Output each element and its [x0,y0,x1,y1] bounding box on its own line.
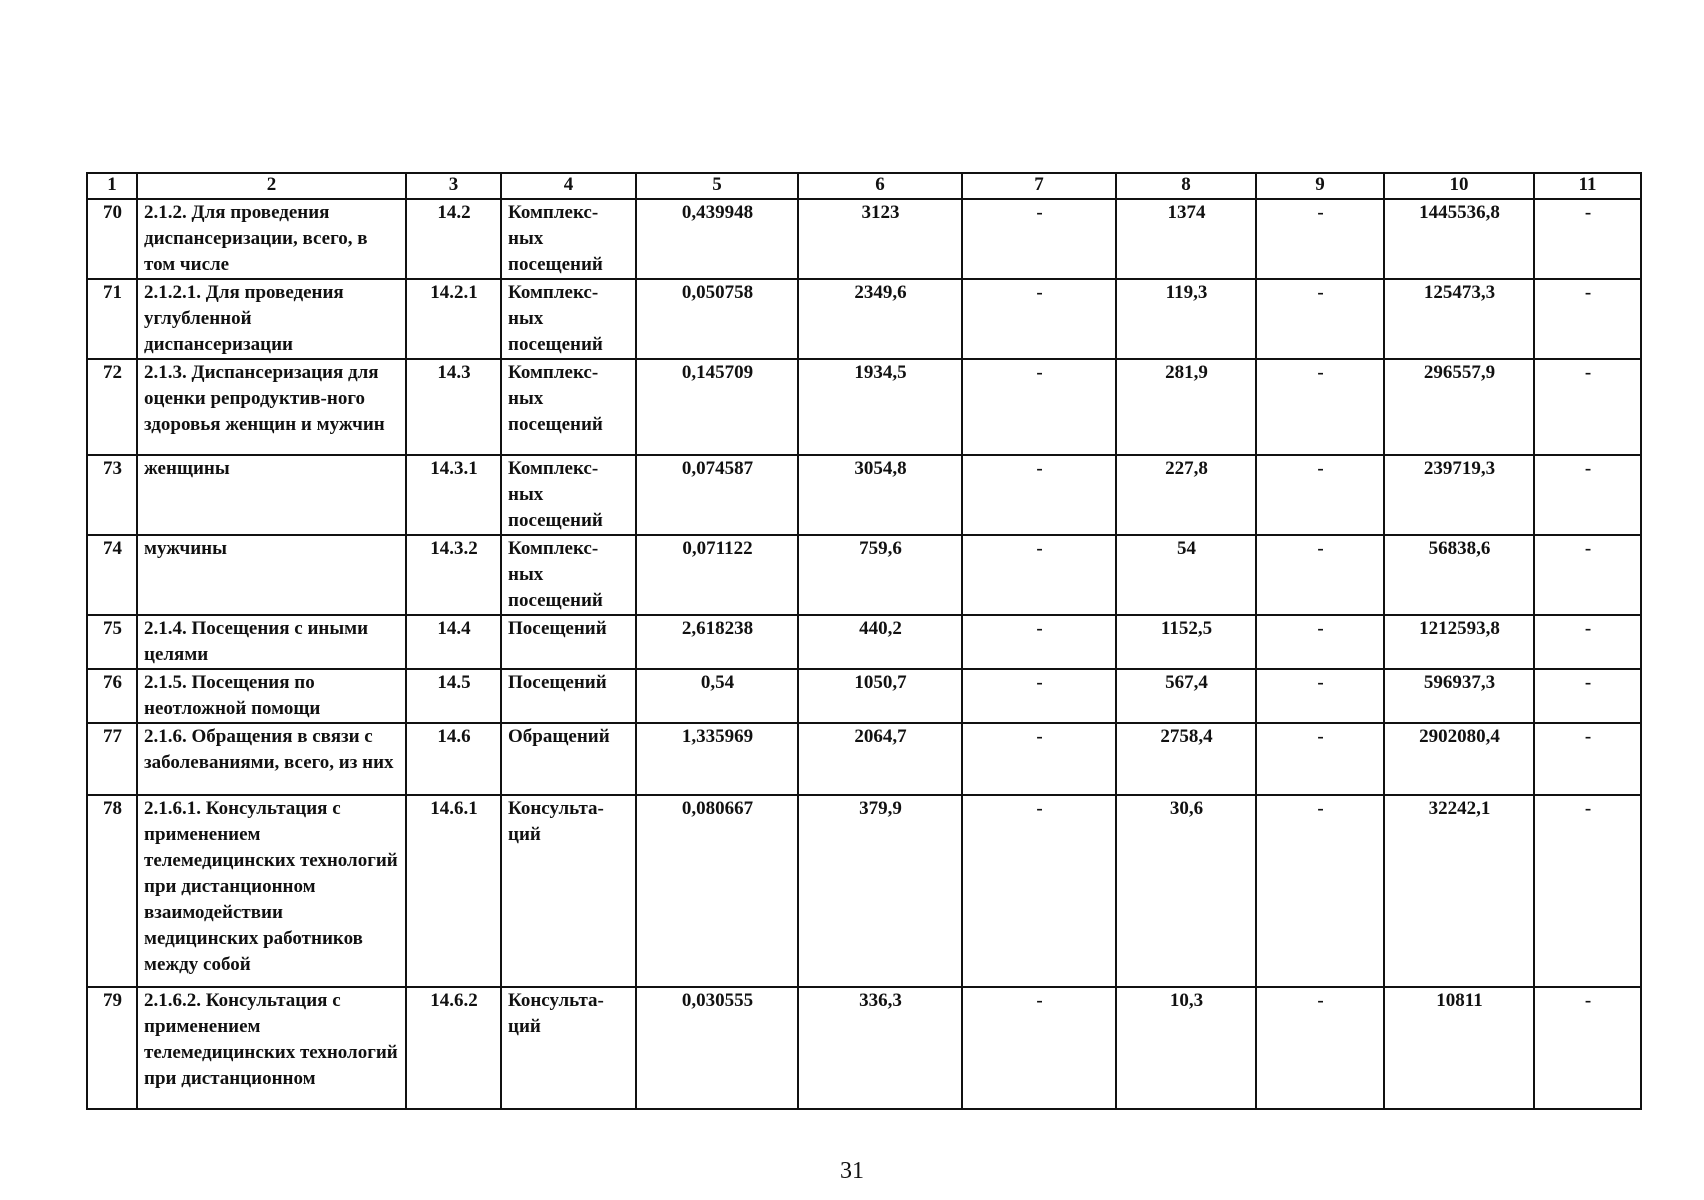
unit-of-measure: Посещений [501,615,636,669]
unit-of-measure: Комплекс-ных посещений [501,455,636,535]
row-code: 14.6.1 [406,795,501,987]
column-header: 5 [636,173,798,199]
cell-col11: - [1534,359,1641,455]
cell-col11: - [1534,723,1641,795]
row-number: 73 [87,455,137,535]
indicator-name: 2.1.6. Обращения в связи с заболеваниями, всего, из них [137,723,406,795]
cell-col5: 0,54 [636,669,798,723]
cell-col9: - [1256,987,1384,1109]
unit-of-measure: Комплекс-ных посещений [501,359,636,455]
row-code: 14.2 [406,199,501,279]
row-code: 14.4 [406,615,501,669]
cell-col8: 1152,5 [1116,615,1256,669]
cell-col9: - [1256,359,1384,455]
column-header: 7 [962,173,1116,199]
cell-col10: 596937,3 [1384,669,1534,723]
cell-col7: - [962,615,1116,669]
cell-col5: 1,335969 [636,723,798,795]
row-number: 78 [87,795,137,987]
page-number: 31 [840,1158,864,1184]
table-row [87,455,1641,535]
column-header: 11 [1534,173,1641,199]
cell-col9: - [1256,455,1384,535]
cell-col11: - [1534,279,1641,359]
column-header: 6 [798,173,962,199]
cell-col9: - [1256,723,1384,795]
column-header: 2 [137,173,406,199]
column-header: 3 [406,173,501,199]
cell-col6: 1050,7 [798,669,962,723]
cell-col5: 0,439948 [636,199,798,279]
unit-of-measure: Обращений [501,723,636,795]
row-number: 79 [87,987,137,1109]
indicator-name: 2.1.6.1. Консультация с применением телемедицинских технологий при дистанционном взаимодействии медицинских работников между собой [137,795,406,987]
cell-col8: 567,4 [1116,669,1256,723]
cell-col11: - [1534,455,1641,535]
table-row [87,795,1641,987]
column-header: 4 [501,173,636,199]
column-header: 1 [87,173,137,199]
cell-col8: 119,3 [1116,279,1256,359]
cell-col10: 1212593,8 [1384,615,1534,669]
cell-col6: 440,2 [798,615,962,669]
cell-col11: - [1534,615,1641,669]
cell-col10: 2902080,4 [1384,723,1534,795]
cell-col10: 10811 [1384,987,1534,1109]
column-header: 10 [1384,173,1534,199]
cell-col9: - [1256,795,1384,987]
unit-of-measure: Посещений [501,669,636,723]
unit-of-measure: Комплекс-ных посещений [501,279,636,359]
cell-col6: 379,9 [798,795,962,987]
cell-col7: - [962,723,1116,795]
table-row [87,669,1641,723]
cell-col9: - [1256,669,1384,723]
row-number: 71 [87,279,137,359]
row-number: 77 [87,723,137,795]
cell-col8: 10,3 [1116,987,1256,1109]
cell-col5: 0,071122 [636,535,798,615]
row-code: 14.5 [406,669,501,723]
cell-col10: 239719,3 [1384,455,1534,535]
row-code: 14.2.1 [406,279,501,359]
cell-col9: - [1256,615,1384,669]
table-row [87,359,1641,455]
table-row [87,199,1641,279]
cell-col5: 2,618238 [636,615,798,669]
cell-col10: 56838,6 [1384,535,1534,615]
cell-col7: - [962,669,1116,723]
cell-col5: 0,030555 [636,987,798,1109]
table-row [87,987,1641,1109]
cell-col7: - [962,455,1116,535]
cell-col9: - [1256,199,1384,279]
cell-col9: - [1256,535,1384,615]
cell-col8: 2758,4 [1116,723,1256,795]
indicator-name: женщины [137,455,406,535]
cell-col6: 1934,5 [798,359,962,455]
cell-col7: - [962,279,1116,359]
cell-col11: - [1534,199,1641,279]
row-code: 14.3.1 [406,455,501,535]
table-row [87,723,1641,795]
cell-col5: 0,145709 [636,359,798,455]
cell-col7: - [962,199,1116,279]
cell-col11: - [1534,669,1641,723]
indicator-name: 2.1.5. Посещения по неотложной помощи [137,669,406,723]
indicator-name: 2.1.6.2. Консультация с применением телемедицинских технологий при дистанционном [137,987,406,1109]
row-number: 72 [87,359,137,455]
indicator-name: 2.1.2.1. Для проведения углубленной диспансеризации [137,279,406,359]
unit-of-measure: Комплекс-ных посещений [501,535,636,615]
cell-col6: 336,3 [798,987,962,1109]
row-code: 14.6 [406,723,501,795]
unit-of-measure: Консульта-ций [501,987,636,1109]
unit-of-measure: Консульта-ций [501,795,636,987]
table-row [87,535,1641,615]
cell-col7: - [962,535,1116,615]
header-row [87,173,1641,199]
indicator-name: 2.1.2. Для проведения диспансеризации, всего, в том числе [137,199,406,279]
column-header: 8 [1116,173,1256,199]
cell-col6: 3123 [798,199,962,279]
cell-col8: 54 [1116,535,1256,615]
row-number: 74 [87,535,137,615]
cell-col7: - [962,795,1116,987]
cell-col10: 32242,1 [1384,795,1534,987]
cell-col9: - [1256,279,1384,359]
cell-col8: 1374 [1116,199,1256,279]
indicator-name: 2.1.3. Диспансеризация для оценки репродуктив-ного здоровья женщин и мужчин [137,359,406,455]
cell-col7: - [962,359,1116,455]
table-row [87,615,1641,669]
row-code: 14.6.2 [406,987,501,1109]
row-code: 14.3.2 [406,535,501,615]
cell-col8: 30,6 [1116,795,1256,987]
cell-col5: 0,050758 [636,279,798,359]
cell-col7: - [962,987,1116,1109]
row-number: 76 [87,669,137,723]
cell-col5: 0,080667 [636,795,798,987]
unit-of-measure: Комплекс-ных посещений [501,199,636,279]
row-number: 70 [87,199,137,279]
row-number: 75 [87,615,137,669]
cell-col11: - [1534,987,1641,1109]
indicator-name: 2.1.4. Посещения с иными целями [137,615,406,669]
cell-col5: 0,074587 [636,455,798,535]
cell-col10: 1445536,8 [1384,199,1534,279]
cell-col10: 296557,9 [1384,359,1534,455]
cell-col6: 2349,6 [798,279,962,359]
cell-col6: 2064,7 [798,723,962,795]
cell-col11: - [1534,535,1641,615]
cell-col11: - [1534,795,1641,987]
indicator-name: мужчины [137,535,406,615]
cell-col6: 3054,8 [798,455,962,535]
cell-col6: 759,6 [798,535,962,615]
data-table [86,172,1642,1110]
column-header: 9 [1256,173,1384,199]
cell-col8: 281,9 [1116,359,1256,455]
row-code: 14.3 [406,359,501,455]
cell-col10: 125473,3 [1384,279,1534,359]
table-row [87,279,1641,359]
cell-col8: 227,8 [1116,455,1256,535]
